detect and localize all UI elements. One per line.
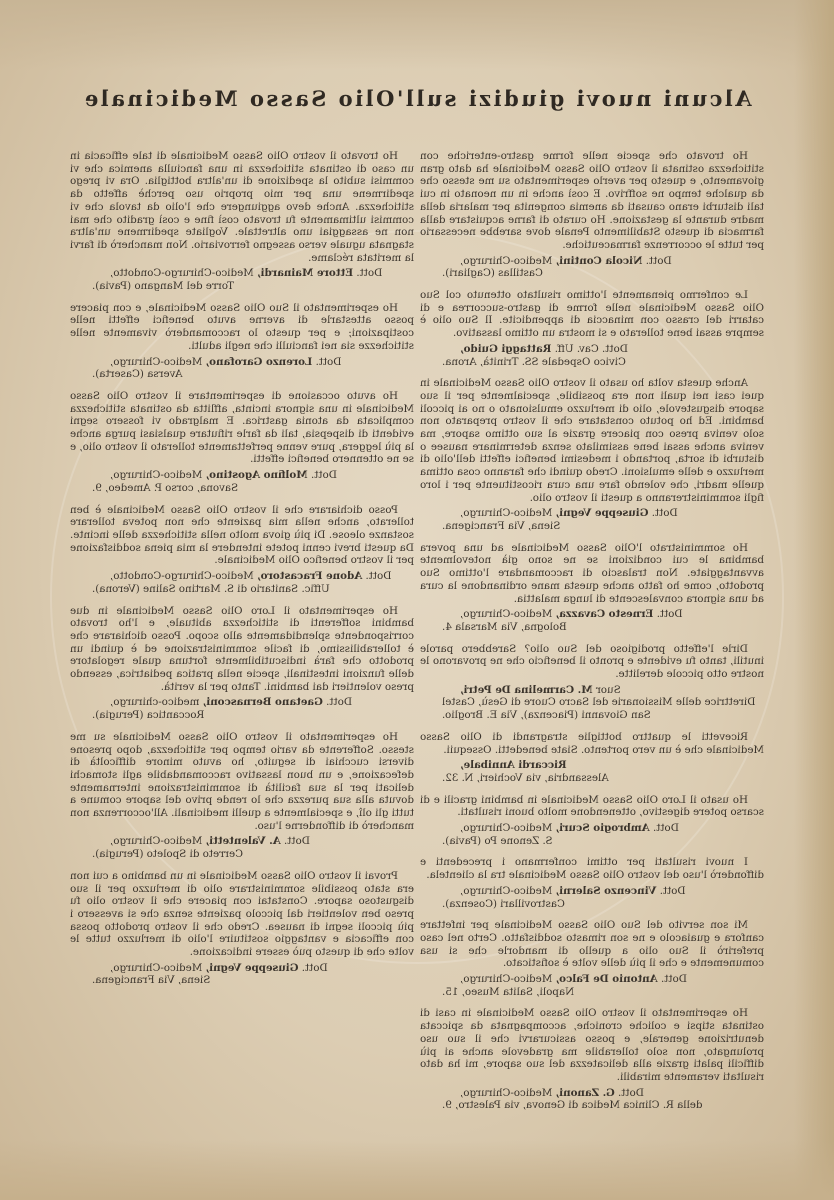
testimonial-text: Dirle l'effetto prodigioso del Suo olio? Sarebbero parole inutili, tanto fu evidente e pronto il beneficio che ne provarono le nostre otto piccole derelitte.	[420, 642, 764, 681]
signature-place: Roccantica (Perugia).	[92, 709, 205, 722]
signature-name: Ambrogio Scuri,	[555, 822, 650, 835]
signature-place: S. Zenone Po (Pavia).	[442, 834, 553, 847]
signature-role: Medico-Chirurgo,	[110, 961, 206, 974]
testimonial-text: Ho trovato il vostro Olio Sasso Medicinale di tale efficacia in un caso di ostinata stitichezza in una fanciulla anemica che vi commisi subito la spedizione di un'altra bottiglia. Ora vi prego spedirmene una per mio proprio uso perchè affetto da stitichezza. Anche devo aggiungere che l'olio da tavola che vi commisi ultimamente fu trovato così fine e così gradito che mai non ne assaggiai uno altrettale. Vogliate spedirmene un'altra stagnata uguale verso assegno ferroviario. Non mancherò di farvi la meritata réclame.	[70, 150, 414, 264]
signature-name-line	[420, 885, 764, 898]
signature-name-line	[420, 684, 764, 697]
page-title: Alcuni nuovi giudizi sull'Olio Sasso Medicinale	[82, 86, 752, 111]
signature-place: Civico Ospedale SS. Trinità, Arona.	[442, 355, 626, 368]
signature-place: della R. Clinica Medica di Genova, via Palestro, 9.	[442, 1099, 703, 1112]
signature	[420, 822, 764, 847]
signature-name-line	[70, 356, 414, 369]
signature-name-line	[70, 469, 414, 482]
signature-name: G. Zanoni,	[555, 1086, 615, 1099]
signature-title: Dott.	[657, 973, 687, 986]
signature-title: Dott.	[307, 469, 337, 482]
signature-role: medico-chirurgo,	[110, 696, 203, 709]
signature-name: Giuseppe Vegni,	[555, 507, 649, 520]
signature-role: Medico-Chirurgo,	[460, 884, 556, 897]
signature-role: Medico-Chirurgo,	[460, 822, 556, 835]
signature-place: Alessandria, via Vochieri, N. 32.	[442, 771, 609, 784]
signature-name-line	[420, 822, 764, 835]
signature-name: Rattaggi Guido,	[460, 342, 552, 355]
signature-name-line	[420, 608, 764, 621]
signature-title: Dott.	[298, 961, 328, 974]
signature-name-line	[420, 973, 764, 986]
signature-name: M. Carmelina De Petri,	[460, 683, 593, 696]
testimonial	[70, 731, 414, 861]
signature-name: Molfino Agostino,	[205, 469, 308, 482]
signature-place: Siena, Via Francigena.	[92, 974, 211, 987]
signature-name-line	[70, 570, 414, 583]
signature-name: Ettore Mainardi,	[257, 267, 354, 280]
signature-title: Dott.	[362, 570, 392, 583]
signature-title: Dott.	[642, 254, 672, 267]
signature-title: Dott.	[656, 884, 686, 897]
signature-title: Dott.	[653, 608, 683, 621]
signature-name-line	[70, 835, 414, 848]
signature-place: Aversa (Caserta).	[92, 368, 183, 381]
signature-name: Giuseppe Vegni,	[205, 961, 299, 974]
testimonial	[420, 794, 764, 848]
signature-role: Medico-Chirurgo,	[460, 973, 556, 986]
testimonial	[420, 1007, 764, 1112]
signature-role: Medico-Chirurgo,	[460, 254, 556, 267]
testimonial-text: Le confermo pienamente l'ottimo risultato ottenuto col Suo Olio Sasso Medicinale nelle forme di gastro-succorrea e di catarri del crasso con minaccia di appendicite. Il Suo olio è sempre assai bene tollerato e si mostra un ottimo lassativo.	[420, 289, 764, 340]
testimonial-text: Ho esperimentato il Suo Olio Sasso Medicinale, e con piacere posso attestarle di averne avuto benefici effetti nelle costipazioni; e per questo lo raccomanderò vivamente nelle stitichezze sia nei fanciulli che negli adulti.	[70, 301, 414, 352]
signature-place: Castillas (Cagliari).	[442, 267, 543, 280]
signature	[70, 835, 414, 860]
testimonial-text: Ho somministrato l'Olio Sasso Medicinale ad una povera bambina le cui condizioni se ne sono già notevolmente avvantaggiate. Non tralascio di raccomandare l'ottimo Suo prodotto, come ho fatto anche questa mane ordinandone la cura ad una signora convalescente di lunga malattia.	[420, 541, 764, 605]
signature	[420, 608, 764, 633]
signature-name: Ernesto Cavazza,	[555, 608, 654, 621]
signature	[420, 684, 764, 722]
signature-role: Medico-Chirurgo,	[110, 355, 206, 368]
signature	[420, 885, 764, 910]
signature	[70, 696, 414, 721]
testimonial-text: Posso dichiarare che il vostro Olio Sasso Medicinale è ben tollerato, anche nella mia paziente che non poteva tollerare sostanze oleose. Di più giova molto nella stitichezza delle incinte. Da questi brevi cenni potete intendere la mia piena soddisfazione per il vostro benefico Olio Medicinale.	[70, 503, 414, 567]
testimonial	[70, 870, 414, 987]
signature-name: Vincenzo Salerni,	[555, 884, 657, 897]
testimonial	[420, 542, 764, 634]
testimonial-text: Ho avuto occasione di esperimentare il vostro Olio Sasso Medicinale in una signora incinta, afflitta da ostinata stitichezza complicata da atonia gastrica. E malgrado vi fossero segni evidenti di dispepsia, tali da farle rifiutare qualsiasi purga anche la più leggera, pure venne perfettamente tollerato il vostro olio, e se ne ottennero benefici effetti.	[70, 389, 414, 466]
signature-name-line	[70, 267, 414, 280]
signature-role: Medico-Chirurgo,	[110, 469, 206, 482]
signature-place: Uffic. Sanitario di S. Martino Saline (Verona).	[92, 582, 330, 595]
testimonial-text: Ho usato il Loro Olio Sasso Medicinale in bambini gracili e di scarso potere digestivo, ottenendone molto buoni risultati.	[420, 793, 764, 819]
signature-title: Dott.	[280, 835, 311, 848]
testimonial-text: Ho trovato che specie nelle forme gastro-enteriche con stitichezza ostinata il vostro Olio Sasso Medicinale ha dato gran giovamento, e questo per averlo esperimentato su me stesso che da qualche tempo ne soffrivo. E così anche in un neonato in cui tali disturbi erano causati da anemia congenita per malaria della madre durante la gestazione. Ho curato di farne acquistare dalla farmacia di questo Stabilimento Penale dove sarebbe necessario per tutte le occorrenze farmaceutiche.	[420, 150, 764, 251]
signature-place: Cerreto di Spoleto (Perugia).	[92, 848, 243, 861]
signature-name: Adone Fracastoro,	[257, 570, 363, 583]
signature-name: A. Valentetti,	[205, 835, 281, 848]
signature-name-line	[420, 507, 764, 520]
testimonial-text: Ricevetti le quattro bottiglie stragrandi di Olio Sasso Medicinale che è un vero portento. Siate benedetti. Ossequii.	[420, 730, 764, 756]
signature-place: Napoli, Salita Museo, 15.	[442, 985, 575, 998]
signature-title: Dott.	[353, 267, 383, 280]
testimonial	[70, 605, 414, 722]
testimonial	[420, 377, 764, 532]
testimonial-text: Provai il vostro Olio Sasso Medicinale in un bambino a cui non era stato possibile somministrare olio di merluzzo per il suo disgustoso sapore. Constatai con piacere che il vostro olio fu preso ben volentieri dal piccolo paziente senza che si avessero i più piccoli segni di nausea. Credo che il vostro prodotto possa con efficacia e vantaggio sostituire l'olio di merluzzo tutte le volte che di questo può essere indicazione.	[70, 869, 414, 959]
signature-place: Direttrice delle Missionarie del Sacro Cuore di Gesù, Castel San Giovanni (Piacenza), Via E. Broglio.	[442, 696, 756, 722]
signature-title: Dott.	[649, 822, 679, 835]
signature-name-line	[420, 759, 764, 772]
signature-name-line	[420, 255, 764, 268]
signature-role: Medico-Chirurgo,	[460, 1086, 556, 1099]
signature	[420, 343, 764, 368]
signature-title: Dott.	[648, 507, 678, 520]
signature-title: Suor	[592, 683, 621, 696]
testimonial	[420, 289, 764, 368]
signature	[420, 973, 764, 998]
signature-title: Dott.	[614, 1086, 644, 1099]
signature-place: Bologna, Via Marsala 4.	[442, 620, 567, 633]
testimonial	[420, 856, 764, 910]
testimonial-text: Mi son servito del Suo Olio Sasso Medicinale per infettare canfora e guaiacolo e ne son rimasto soddisfatto. Certo nel caso preferirò il Suo olio a quello di mandorle che si usa comunemente e che il più delle volte è sofisticato.	[420, 919, 764, 970]
testimonial-text: Ho esperimentato il vostro Olio Sasso Medicinale su me stesso. Sofferente da vario tempo per stitichezza, dopo presone diversi cucchiai di seguito, ho avuto minore difficoltà di defecazione, e un buon lassativo raccomandabile agli stomachi delicati per la sua facilità di somministrazione internamente dovuta alla sua purezza che lo rende privo del sapore comune a tutti gli olî, e specialmente a quelli medicinali. All'occorrenza non mancherò di diffonderne l'uso.	[70, 730, 414, 832]
signature-role: Medico-Chirurgo-Condotto,	[110, 267, 258, 280]
signature	[70, 356, 414, 381]
signature-title: Dott. Cav. Uff.	[551, 342, 628, 355]
testimonial	[420, 643, 764, 722]
signature-title: Dott.	[312, 355, 342, 368]
signature	[70, 570, 414, 595]
signature	[420, 507, 764, 532]
signature-place: Siena, Via Francigena.	[442, 519, 561, 532]
signature-role: Medico-Chirurgo,	[460, 507, 556, 520]
testimonial	[420, 150, 764, 280]
testimonial	[70, 504, 414, 596]
signature	[420, 255, 764, 280]
signature-name-line	[420, 343, 764, 356]
testimonial-text: I nuovi risultati per ottimi confermano i precedenti e diffonderò l'uso del vostro Olio Sasso Medicinale tra la clientela.	[420, 856, 764, 882]
signature-place: Torre del Mangano (Pavia).	[92, 280, 235, 293]
signature-role: Medico-Chirurgo-Condotto,	[110, 570, 258, 583]
testimonial	[70, 150, 414, 293]
left-column	[420, 150, 764, 1121]
signature-name: Antonio De Falco,	[555, 973, 658, 986]
testimonial-text: Anche questa volta ho usato il vostro Olio Sasso Medicinale in quei casi nei quali non era possibile, specialmente per il suo sapore disgustevole, olio di merluzzo emulsionato o no ai piccoli bambini. Ed ho potuto constatare che il vostro preparato non solo veniva preso con piacere grazie al suo ottimo sapore, ma veniva anche assai bene assimilato senza determinare nausee o disturbi di sorta, portando i medesimi benefici effetti dell'olio di merluzzo e delle emulsioni. Credo quindi che faranno cosa ottima quelle madri, che volendo fare una cura ricostituente per i loro figli somministreranno a questi il vostro olio.	[420, 377, 764, 504]
testimonial	[70, 302, 414, 381]
signature	[420, 1087, 764, 1112]
signature-role: Medico-Chirurgo,	[460, 608, 556, 621]
testimonial	[420, 919, 764, 998]
signature	[70, 962, 414, 987]
signature-name: Gaetano Bernasconi,	[202, 696, 323, 709]
signature-place: Savona, corso P. Amedeo, 9.	[92, 481, 239, 494]
testimonial-text: Ho esperimentato il vostro Olio Sasso Medicinale in casi di ostinata stipsi e coliche croniche, accompagnata da spiccata denutrizione generale, e posso assicurarvi che il suo uso prolungato, non solo tollerabile ma gradevole anche ai più difficili palati grazie alla delicatezza del suo sapore, mi ha dato risultati veramente mirabili.	[420, 1007, 764, 1083]
testimonial	[420, 731, 764, 785]
signature-role: Medico-Chirurgo,	[110, 835, 206, 848]
testimonial-text: Ho esperimentato il Loro Olio Sasso Medicinale in due bambini sofferenti di stitichezza abituale, e l'ho trovato corrispondente splendidamente allo scopo. Posso dichiarare che è tollerabilissimo, di facile somministrazione ed è quindi un prodotto che farà indiscutibilmente fortuna quale regolatore delle funzioni intestinali, specie nella pratica pediatrica, essendo preso volentieri dai bambini. Tanto per la verità.	[70, 604, 414, 693]
signature	[420, 759, 764, 784]
signature-name: Nicola Contini,	[555, 254, 643, 267]
signature-name-line	[420, 1087, 764, 1100]
signature-place: Castrovillari (Cosenza).	[442, 897, 565, 910]
testimonial	[70, 390, 414, 495]
right-column	[70, 150, 414, 996]
signature	[70, 469, 414, 494]
signature	[70, 267, 414, 292]
signature-name: Riccardi Annibale,	[460, 759, 567, 772]
signature-name-line	[70, 962, 414, 975]
signature-name: Lorenzo Garofano,	[205, 355, 313, 368]
signature-title: Dott.	[322, 696, 353, 709]
signature-name-line	[70, 696, 414, 709]
